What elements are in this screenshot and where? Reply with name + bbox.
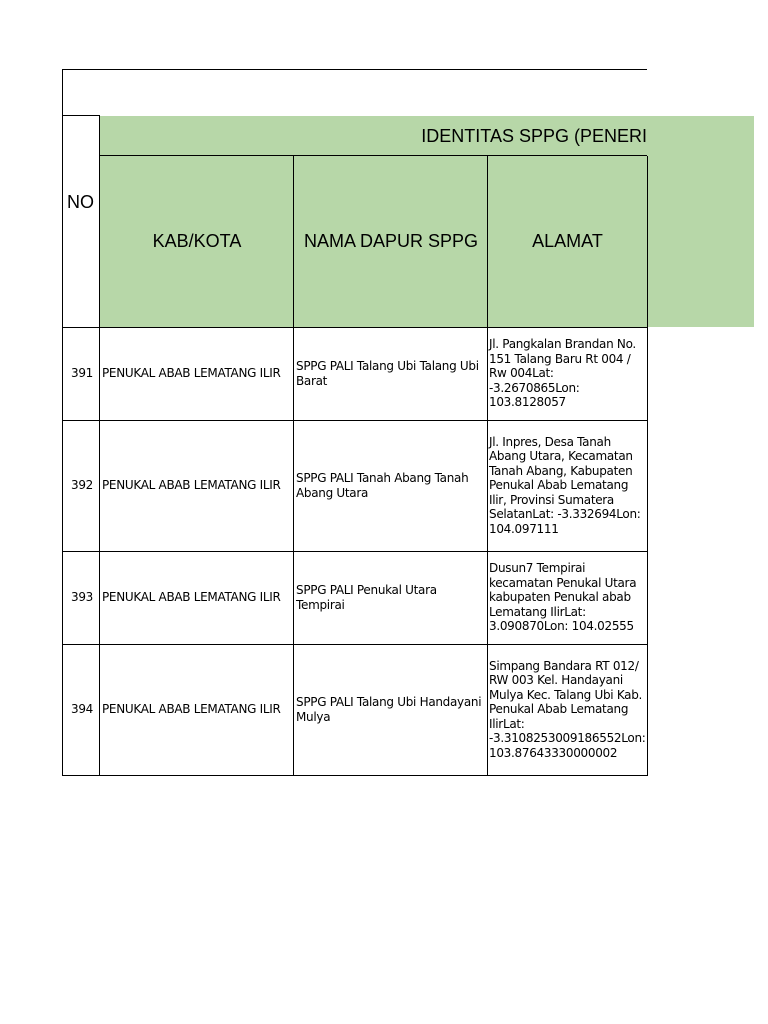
row-alamat: Simpang Bandara RT 012/ RW 003 Kel. Handayani Mulya Kec. Talang Ubi Kab. Penukal Abab Lematang IlirLat: -3.3108253009186552Lon: 103.87643330000002	[489, 658, 646, 760]
row-kab: PENUKAL ABAB LEMATANG ILIR	[102, 590, 281, 605]
row-alamat: Dusun7 Tempirai kecamatan Penukal Utara kabupaten Penukal abab Lematang IlirLat: 3.090870Lon: 104.02555	[489, 561, 637, 634]
grid-line	[62, 115, 100, 116]
row-no: 393	[70, 590, 93, 605]
grid-line	[99, 116, 100, 776]
header-kab-cell	[100, 156, 294, 327]
grid-line	[62, 551, 647, 552]
grid-line	[62, 69, 63, 776]
row-394-nama	[294, 644, 488, 775]
row-391-kab	[100, 327, 294, 420]
row-alamat: Jl. Inpres, Desa Tanah Abang Utara, Kecamatan Tanah Abang, Kabupaten Penukal Abab Lematang Ilir, Provinsi Sumatera SelatanLat: -3.332694Lon: 104.097111	[489, 434, 641, 536]
row-392-no	[63, 420, 100, 551]
header-alamat: ALAMAT	[532, 231, 603, 251]
row-392-alamat	[488, 420, 647, 551]
row-kab: PENUKAL ABAB LEMATANG ILIR	[102, 366, 281, 381]
header-alamat-cell	[488, 156, 647, 327]
row-no: 392	[70, 478, 93, 493]
header-nama: NAMA DAPUR SPPG	[303, 231, 479, 251]
grid-line	[62, 69, 647, 70]
header-no: NO	[67, 192, 94, 212]
row-393-kab	[100, 551, 294, 644]
row-alamat: Jl. Pangkalan Brandan No. 151 Talang Baru Rt 004 / Rw 004Lat: -3.2670865Lon: 103.8128057	[489, 337, 636, 410]
row-392-kab	[100, 420, 294, 551]
row-no: 394	[70, 702, 93, 717]
group-title-cell	[100, 116, 647, 156]
grid-line	[62, 420, 647, 421]
grid-line	[647, 156, 648, 776]
row-393-nama	[294, 551, 488, 644]
grid-line	[293, 156, 294, 776]
row-393-alamat	[488, 551, 647, 644]
grid-line	[62, 327, 647, 328]
header-kab: KAB/KOTA	[152, 231, 242, 251]
grid-line	[100, 155, 647, 156]
row-394-kab	[100, 644, 294, 775]
row-nama: SPPG PALI Talang Ubi Handayani Mulya	[296, 695, 482, 724]
grid-line	[62, 644, 647, 645]
row-nama: SPPG PALI Penukal Utara Tempirai	[296, 583, 437, 612]
row-nama: SPPG PALI Talang Ubi Talang Ubi Barat	[296, 359, 479, 388]
grid-line	[62, 775, 648, 776]
row-393-no	[63, 551, 100, 644]
row-394-alamat	[488, 644, 647, 775]
row-no: 391	[70, 366, 93, 381]
row-nama: SPPG PALI Tanah Abang Tanah Abang Utara	[296, 471, 469, 500]
row-kab: PENUKAL ABAB LEMATANG ILIR	[102, 702, 281, 717]
group-title: IDENTITAS SPPG (PENERI	[421, 125, 647, 146]
header-nama-cell	[294, 156, 488, 327]
row-391-no	[63, 327, 100, 420]
row-391-nama	[294, 327, 488, 420]
row-391-alamat	[488, 327, 647, 420]
row-394-no	[63, 644, 100, 775]
row-392-nama	[294, 420, 488, 551]
grid-line	[487, 156, 488, 776]
row-kab: PENUKAL ABAB LEMATANG ILIR	[102, 478, 281, 493]
header-no-cell	[63, 116, 100, 327]
